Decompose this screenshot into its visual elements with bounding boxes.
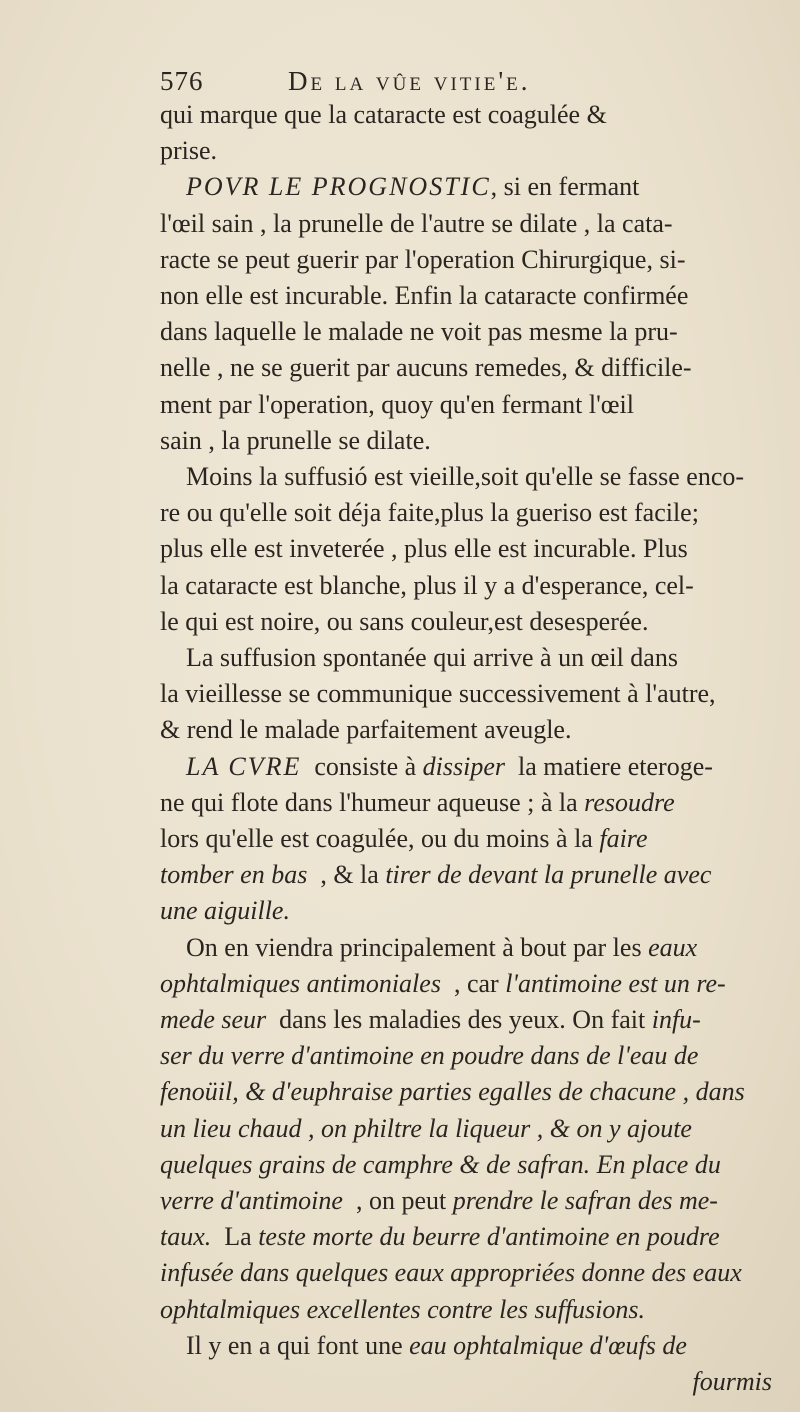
text-run: eau ophtalmique d'œufs de <box>409 1330 687 1360</box>
text-run: ophtalmiques antimoniales <box>160 968 441 998</box>
text-run: La <box>211 1222 259 1252</box>
text-run: quelques grains de camphre & de safran. En place du <box>160 1149 721 1179</box>
text-line <box>160 1147 790 1183</box>
text-line <box>160 423 790 459</box>
text-line <box>160 350 790 386</box>
text-run: mede seur <box>160 1005 267 1034</box>
text-run: nelle , ne se guerit par aucuns remedes, & difficile- <box>160 353 692 383</box>
page-number: 576 <box>160 66 204 96</box>
text-run: On en viendra principalement à bout par les <box>160 932 649 962</box>
text-line <box>160 1002 790 1038</box>
text-run: qui marque que la cataracte est coagulée & <box>160 100 607 129</box>
text-run: le qui est noire, ou sans couleur,est desesperée. <box>160 606 649 636</box>
text-run: ser du verre d'antimoine en poudre dans de l'eau de <box>160 1041 699 1071</box>
text-run: non elle est incurable. Enfin la cataracte confirmée <box>160 281 689 310</box>
text-run: la matiere eteroge- <box>505 751 713 781</box>
text-run: tirer de devant la prunelle avec <box>385 860 712 890</box>
text-line <box>160 169 790 205</box>
text-run: fourmis <box>692 1367 772 1396</box>
text-run: dissiper <box>422 751 506 781</box>
text-run: taux. <box>160 1222 212 1252</box>
text-line <box>160 930 790 966</box>
text-line <box>160 604 790 640</box>
text-run: plus elle est inveterée , plus elle est incurable. Plus <box>160 534 688 564</box>
text-run: la cataracte est blanche, plus il y a d'esperance, cel- <box>160 570 694 600</box>
text-run: resoudre <box>584 787 675 817</box>
text-line <box>160 857 790 893</box>
text-line <box>160 206 790 242</box>
text-run: re ou qu'elle soit déja faite,plus la gueriso est facile; <box>160 498 699 528</box>
text-run: ment par l'operation, quoy qu'en fermant l'œil <box>160 389 634 419</box>
text-run: La suffusion spontanée qui arrive à un œil dans <box>160 643 678 672</box>
text-line <box>160 1328 790 1364</box>
text-line <box>160 676 790 712</box>
text-run: & rend le malade parfaitement aveugle. <box>160 715 572 745</box>
text-run: eaux <box>648 932 698 962</box>
text-run: infu- <box>651 1005 701 1034</box>
text-run: , car <box>440 968 506 998</box>
text-run: ne qui flote dans l'humeur aqueuse ; à la <box>160 787 585 817</box>
text-line <box>160 242 790 278</box>
text-run: une aiguille. <box>160 896 290 926</box>
text-line <box>160 568 790 604</box>
text-run: tomber en bas <box>160 860 308 890</box>
text-line <box>160 821 790 857</box>
text-line <box>160 97 790 133</box>
text-run: verre d'antimoine <box>160 1186 343 1215</box>
text-run: la vieillesse se communique successivement à l'autre, <box>160 679 716 709</box>
text-line <box>160 640 790 676</box>
text-line <box>160 133 790 169</box>
text-run: prise. <box>160 136 218 166</box>
text-line <box>160 785 790 821</box>
text-run: fenoüil, & d'euphraise parties egalles de chacune , dans <box>160 1077 745 1107</box>
text-run: infusée dans quelques eaux appropriées donne des eaux <box>160 1258 742 1288</box>
text-line <box>160 531 790 567</box>
text-line <box>160 1292 790 1328</box>
text-line <box>160 495 790 531</box>
text-run <box>160 752 186 781</box>
text-run: dans laquelle le malade ne voit pas mesme la pru- <box>160 317 678 347</box>
text-run: ophtalmiques excellentes contre les suffusions. <box>160 1294 645 1324</box>
text-run: sain , la prunelle se dilate. <box>160 425 431 455</box>
text-run: l'œil sain , la prunelle de l'autre se dilate , la cata- <box>160 208 673 238</box>
text-run: l'antimoine est un re- <box>505 968 726 998</box>
text-line <box>160 712 790 748</box>
text-line <box>160 1074 790 1110</box>
text-line <box>160 1364 772 1400</box>
text-run: , si en fermant <box>490 172 640 202</box>
running-title: De la vûe vitie'e. <box>288 66 531 96</box>
text-line <box>160 314 790 350</box>
text-run: prendre le safran des me- <box>452 1186 718 1215</box>
text-line <box>160 1111 790 1147</box>
text-run: , & la <box>307 860 386 890</box>
text-run: LA CVRE <box>186 751 302 781</box>
text-run: un lieu chaud , on philtre la liqueur , & on y ajoute <box>160 1113 692 1143</box>
text-run: teste morte du beurre d'antimoine en poudre <box>258 1222 720 1252</box>
text-line <box>160 459 790 495</box>
text-line <box>160 1255 790 1291</box>
text-run <box>160 172 186 201</box>
text-line <box>160 966 790 1002</box>
text-run: consiste à <box>301 751 423 781</box>
text-run: POVR LE PROGNOSTIC <box>186 172 491 202</box>
page-header <box>160 62 720 102</box>
text-run: Il y en a qui font une <box>160 1330 410 1360</box>
text-line <box>160 749 790 785</box>
text-line <box>160 1038 790 1074</box>
text-line <box>160 387 790 423</box>
text-line <box>160 1183 790 1219</box>
text-line <box>160 278 790 314</box>
text-line <box>160 1219 790 1255</box>
text-run: , on peut <box>342 1186 453 1215</box>
text-run: racte se peut guerir par l'operation Chirurgique, si- <box>160 244 686 274</box>
text-line <box>160 893 790 929</box>
text-run: lors qu'elle est coagulée, ou du moins à la <box>160 824 600 853</box>
text-run: faire <box>599 824 648 853</box>
text-run: dans les maladies des yeux. On fait <box>266 1005 652 1034</box>
text-run: Moins la suffusió est vieille,soit qu'elle se fasse enco- <box>160 462 745 491</box>
